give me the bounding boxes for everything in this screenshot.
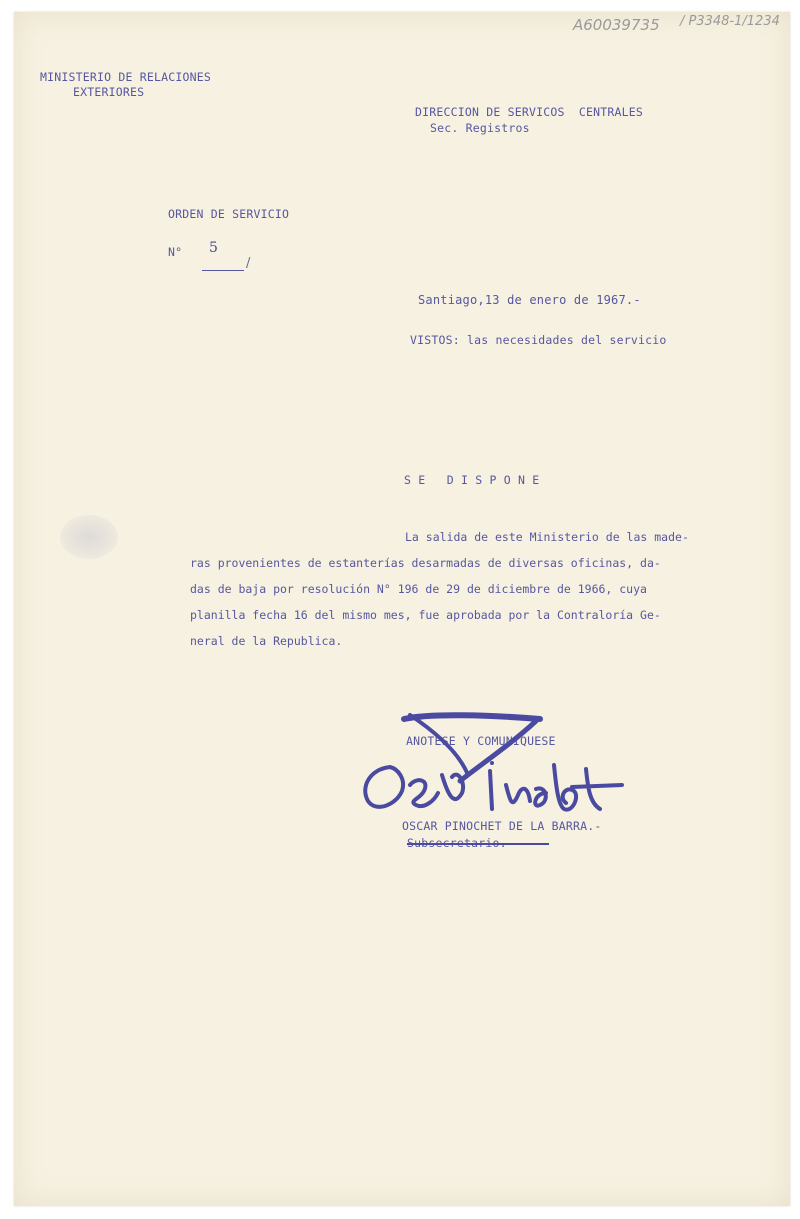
body-line: La salida de este Ministerio de las made- [405, 530, 689, 544]
vistos-line: VISTOS: las necesidades del servicio [410, 333, 667, 347]
direction-name: DIRECCION DE SERVICOS CENTRALES [415, 105, 643, 119]
order-number-label: N° [168, 245, 183, 259]
order-number-slash: / [246, 256, 251, 271]
title-strikethrough [407, 843, 549, 845]
body-line: planilla fecha 16 del mismo mes, fue aprobada por la Contraloría Ge- [190, 608, 661, 622]
date-line: Santiago,13 de enero de 1967.- [418, 293, 641, 307]
order-number-value: 5 [209, 240, 218, 256]
order-number-underline [202, 270, 244, 271]
paper-stain [60, 515, 118, 559]
ministry-name: MINISTERIO DE RELACIONES [40, 70, 211, 84]
body-paragraph [190, 530, 750, 660]
archive-code: A60039735 [573, 16, 660, 34]
ministry-name-line2: EXTERIORES [73, 85, 145, 99]
section-name: Sec. Registros [430, 121, 530, 135]
body-line: ras provenientes de estanterías desarmadas de diversas oficinas, da- [190, 556, 661, 570]
body-line: neral de la Republica. [190, 634, 343, 648]
dispone-heading: S E D I S P O N E [404, 473, 540, 487]
signatory-name: OSCAR PINOCHET DE LA BARRA.- [402, 819, 602, 833]
archive-reference: / P3348-1/1234 [680, 14, 780, 29]
body-line: das de baja por resolución N° 196 de 29 de diciembre de 1966, cuya [190, 582, 647, 596]
order-title: ORDEN DE SERVICIO [168, 207, 290, 221]
closing-formula: ANOTESE Y COMUNIQUESE [406, 734, 556, 748]
